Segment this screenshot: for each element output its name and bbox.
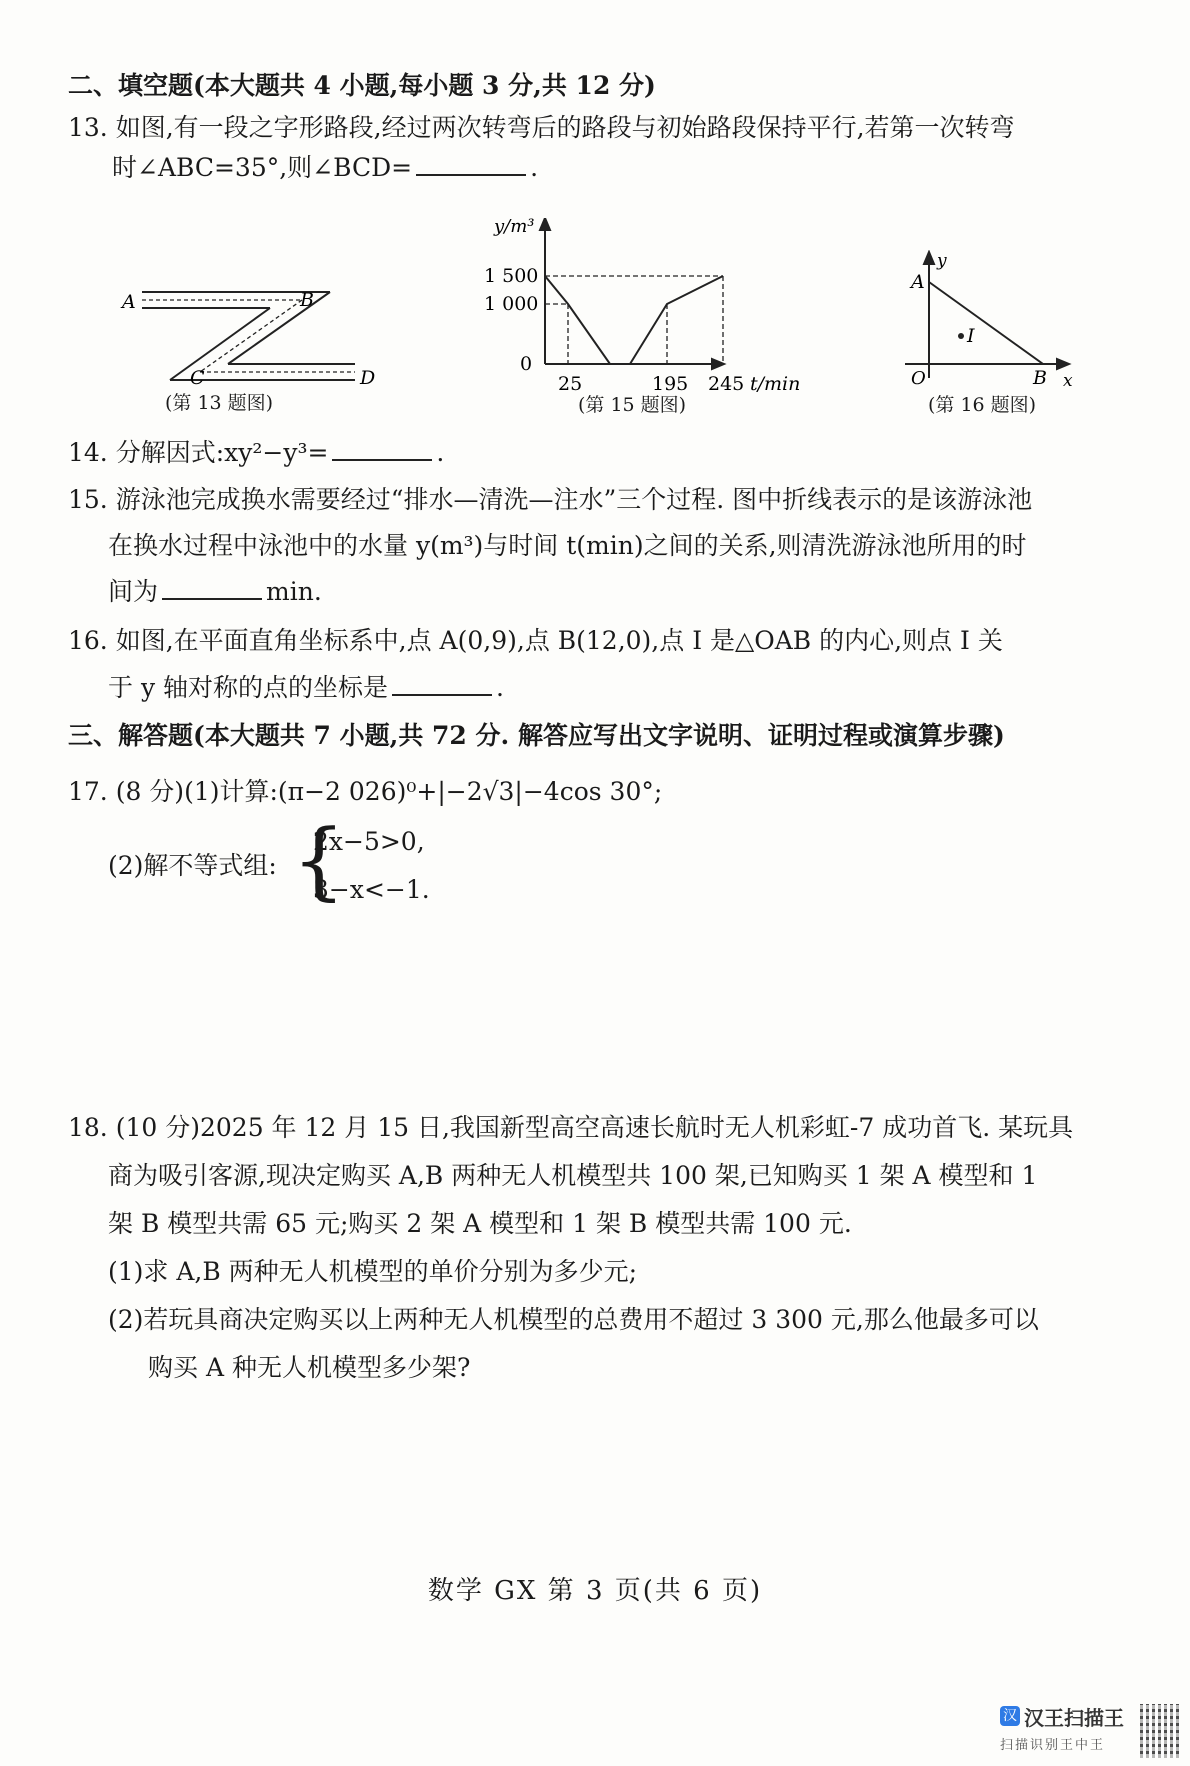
q14-answer-blank	[332, 437, 432, 461]
page-footer: 数学 GX 第 3 页(共 6 页)	[427, 1576, 763, 1606]
q16-line1: 16. 如图,在平面直角坐标系中,点 A(0,9),点 B(12,0),点 I 是△OAB 的内心,则点 I 关	[68, 626, 1003, 655]
road-outline	[142, 292, 355, 380]
q16-answer-blank	[392, 672, 492, 696]
q17-inequality-2: 3−x<−1.	[313, 875, 430, 904]
figure-15-caption: (第 15 题图)	[578, 394, 687, 416]
watermark-subtitle: 扫描识别王中王	[1000, 1738, 1106, 1753]
y-axis-label: y/m³	[494, 218, 535, 237]
q13-answer-blank	[416, 152, 526, 176]
q18-part2-line1: (2)若玩具商决定购买以上两种无人机模型的总费用不超过 3 300 元,那么他最多可以	[108, 1305, 1039, 1334]
q13-text: 时∠ABC=35°,则∠BCD=	[112, 153, 413, 182]
q13-line2	[112, 152, 538, 184]
point-label-i: I	[967, 325, 975, 347]
point-label-a: A	[122, 291, 136, 313]
y-tick-1500: 1 500	[484, 265, 539, 287]
x-tick-25: 25	[558, 373, 583, 393]
q17-part2-label: (2)解不等式组:	[108, 851, 277, 880]
q15-answer-blank	[162, 576, 262, 600]
figure-15-water-graph	[480, 218, 810, 393]
watermark-title: 汉王扫描王	[1024, 1706, 1124, 1730]
q18-line2: 商为吸引客源,现决定购买 A,B 两种无人机模型共 100 架,已知购买 1 架 A 模型和 1	[108, 1161, 1038, 1190]
q16-period: .	[496, 673, 504, 702]
water-volume-line	[545, 276, 723, 364]
point-label-b: B	[1033, 367, 1047, 389]
q15-line1: 15. 游泳池完成换水需要经过“排水—清洗—注水”三个过程. 图中折线表示的是该游泳池	[68, 485, 1033, 514]
point-label-c: C	[190, 367, 205, 389]
q14-period: .	[436, 438, 445, 467]
scanner-logo-icon: 汉	[1000, 1706, 1020, 1726]
axes	[905, 252, 1069, 378]
figure-13-zigzag-road	[120, 280, 390, 390]
q13-period: .	[530, 153, 539, 182]
origin-label: 0	[520, 353, 533, 375]
figure-16-triangle	[905, 250, 1080, 390]
triangle-oab	[929, 282, 1043, 364]
q14-line	[68, 437, 444, 469]
figure-13-caption: (第 13 题图)	[165, 392, 274, 414]
x-tick-195: 195	[652, 373, 689, 393]
point-label-b: B	[300, 289, 314, 311]
road-centerline	[142, 300, 355, 372]
section2-heading: 二、填空题(本大题共 4 小题,每小题 3 分,共 12 分)	[68, 71, 656, 100]
section3-heading: 三、解答题(本大题共 7 小题,共 72 分. 解答应写出文字说明、证明过程或演算步骤)	[68, 721, 1005, 750]
q17-line1: 17. (8 分)(1)计算:(π−2 026)⁰+|−2√3|−4cos 30°;	[68, 777, 663, 806]
y-tick-1000: 1 000	[484, 293, 539, 315]
inequality-brace: {	[292, 811, 346, 909]
q18-line3: 架 B 模型共需 65 元;购买 2 架 A 模型和 1 架 B 模型共需 100 元.	[108, 1209, 852, 1238]
q15-line2: 在换水过程中泳池中的水量 y(m³)与时间 t(min)之间的关系,则清洗游泳池所用的时	[108, 531, 1027, 560]
q16-line2	[108, 672, 504, 704]
q16-text: 于 y 轴对称的点的坐标是	[108, 673, 389, 702]
q15-line3	[108, 576, 322, 608]
q14-text: 14. 分解因式:xy²−y³=	[68, 438, 329, 467]
point-label-a: A	[911, 271, 925, 293]
q17-inequality-1: 2x−5>0,	[313, 827, 425, 856]
figure-16-caption: (第 16 题图)	[928, 394, 1037, 416]
qr-code-icon	[1140, 1704, 1180, 1758]
scanner-watermark	[1000, 1702, 1180, 1762]
incenter-point	[958, 333, 964, 339]
q15-text: 间为	[108, 577, 159, 606]
q18-part2-line2: 购买 A 种无人机模型多少架?	[148, 1353, 471, 1382]
axis-label-x: x	[1063, 371, 1073, 390]
point-label-d: D	[360, 367, 376, 389]
q18-part1: (1)求 A,B 两种无人机模型的单价分别为多少元;	[108, 1257, 638, 1286]
point-label-o: O	[911, 368, 926, 389]
q15-unit: min.	[266, 577, 322, 606]
x-axis-label: t/min	[750, 373, 801, 393]
axis-label-y: y	[937, 251, 947, 271]
q13-line1: 13. 如图,有一段之字形路段,经过两次转弯后的路段与初始路段保持平行,若第一次转弯	[68, 113, 1015, 142]
q18-line1: 18. (10 分)2025 年 12 月 15 日,我国新型高空高速长航时无人机彩虹-7 成功首飞. 某玩具	[68, 1113, 1074, 1142]
x-tick-245: 245	[708, 373, 745, 393]
